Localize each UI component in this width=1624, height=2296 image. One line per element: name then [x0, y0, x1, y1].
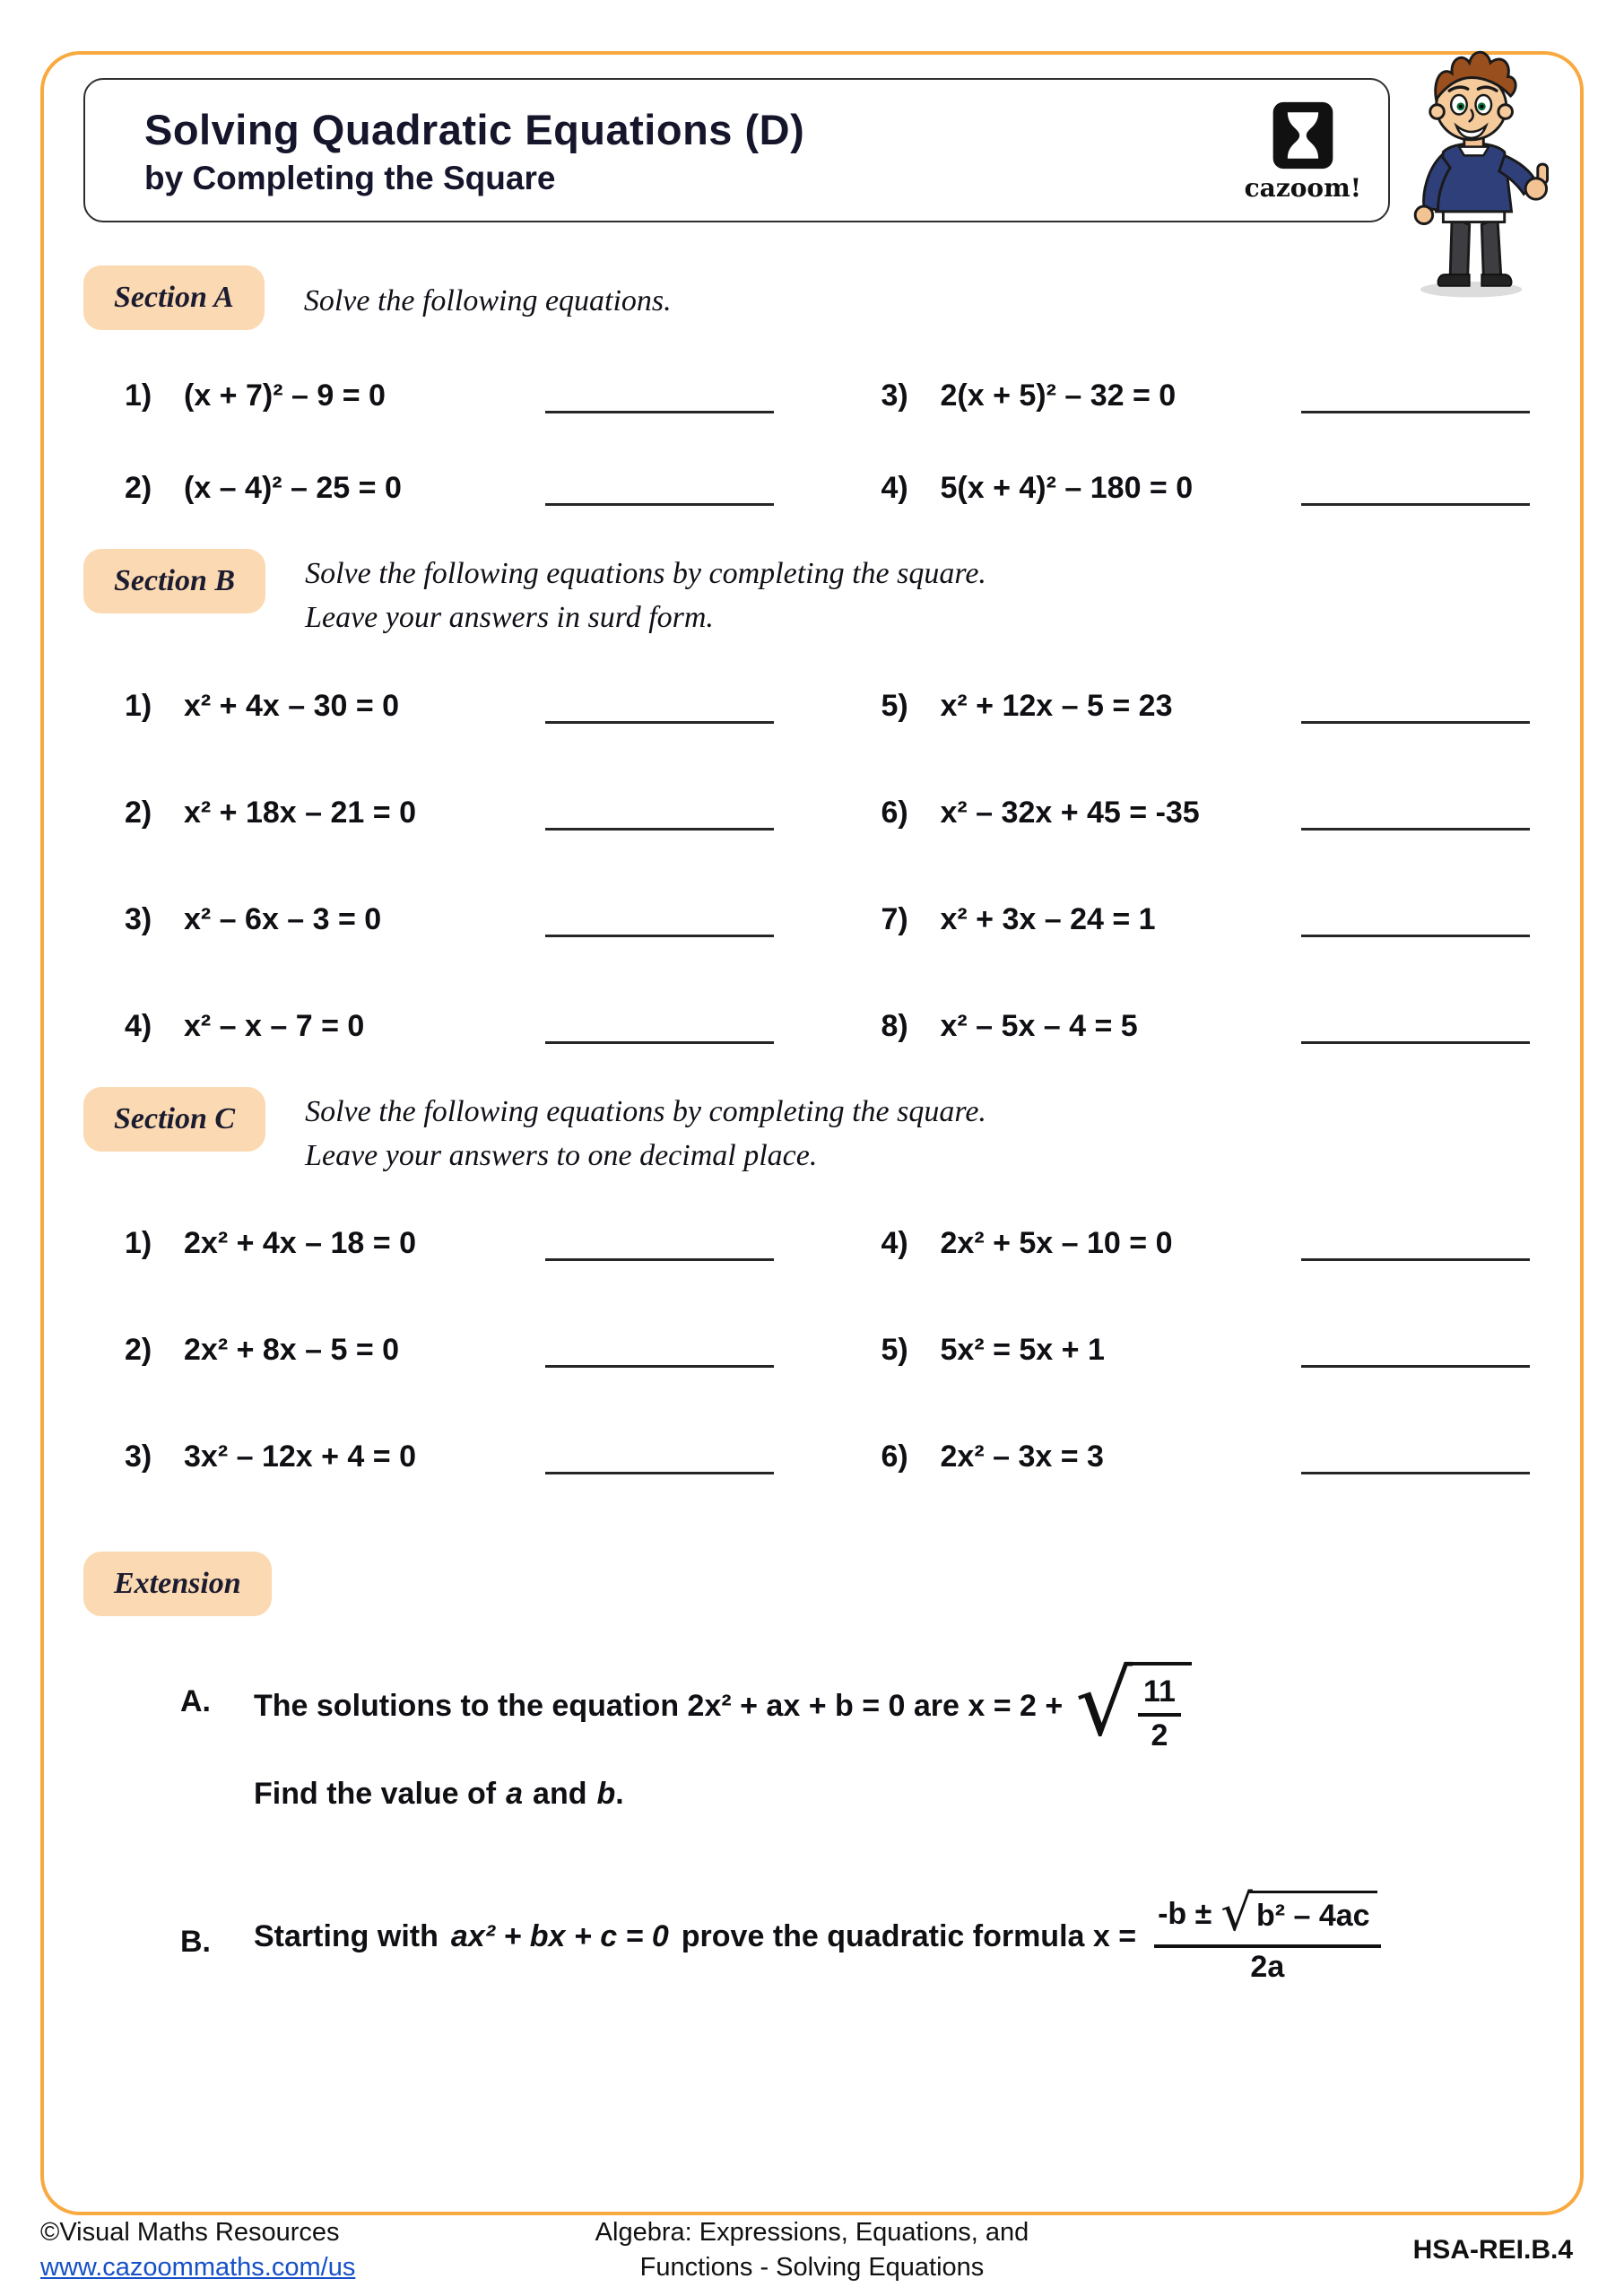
title-block — [144, 105, 804, 197]
section-c-instruction — [305, 1087, 986, 1178]
problem — [125, 1439, 774, 1474]
cazoom-logo-text: cazoom! — [1244, 173, 1361, 203]
answer-line — [545, 1361, 774, 1368]
answer-line — [545, 823, 774, 831]
problem-equation: (x – 4)² – 25 = 0 — [184, 471, 402, 505]
problem — [125, 689, 774, 724]
problem — [125, 471, 774, 506]
extension-a-line2-period: . — [615, 1777, 624, 1812]
answer-line — [1301, 499, 1530, 506]
extension-problem-b — [180, 1884, 1526, 1985]
problem-equation: x² + 18x – 21 = 0 — [184, 795, 416, 830]
section-a-problems — [125, 378, 1530, 506]
problem-equation: 5(x + 4)² – 180 = 0 — [940, 471, 1194, 505]
problem — [881, 796, 1531, 831]
answer-line — [545, 717, 774, 724]
square-root-expression — [1075, 1651, 1192, 1757]
extension-a-text: The solutions to the equation 2x² + ax + b = 0 are x = 2 + — [254, 1689, 1064, 1724]
problem — [881, 1226, 1531, 1261]
problem — [125, 1009, 774, 1044]
extension-a-line2-text2: and — [533, 1777, 587, 1812]
problem — [881, 902, 1531, 937]
extension-a-number: A. — [180, 1684, 211, 1719]
standard-code: HSA-REI.B.4 — [1412, 2234, 1573, 2265]
problem-number: 3) — [125, 901, 152, 936]
problem-equation: x² + 12x – 5 = 23 — [940, 688, 1173, 723]
variable-b: b — [596, 1777, 616, 1812]
section-a-badge: Section A — [83, 265, 265, 330]
problem-equation: 2x² + 5x – 10 = 0 — [940, 1226, 1173, 1261]
fraction — [1138, 1674, 1181, 1753]
cazoom-hourglass-icon — [1270, 100, 1336, 171]
section-c-header — [83, 1087, 1541, 1178]
cazoom-website-link[interactable]: www.cazoommaths.com/us — [40, 2252, 356, 2282]
section-c-instruction-line1: Solve the following equations by completing the square. — [305, 1094, 986, 1128]
section-c-badge: Section C — [83, 1087, 265, 1152]
section-b-instruction — [305, 549, 986, 640]
radicand — [1125, 1662, 1192, 1753]
page-footer — [40, 2215, 1584, 2285]
header — [83, 78, 1390, 222]
header-box — [83, 78, 1390, 222]
answer-line — [1301, 930, 1530, 937]
problem-equation: x² – 32x + 45 = -35 — [940, 795, 1200, 830]
footer-topic-line1: Algebra: Expressions, Equations, and — [595, 2217, 1029, 2247]
answer-line — [545, 1467, 774, 1474]
answer-line — [1301, 406, 1530, 413]
problem — [125, 1333, 774, 1368]
problem-equation: x² – 5x – 4 = 5 — [940, 1008, 1138, 1043]
variable-a: a — [506, 1777, 524, 1812]
problem-equation: x² + 4x – 30 = 0 — [184, 688, 400, 723]
extension-b-text-start: Starting with — [254, 1919, 439, 1954]
problem-equation: 3x² – 12x + 4 = 0 — [184, 1439, 416, 1474]
problem-equation: x² – x – 7 = 0 — [184, 1008, 365, 1043]
answer-line — [545, 1254, 774, 1261]
problem-number: 1) — [125, 688, 152, 723]
quadratic-formula-fraction — [1154, 1884, 1381, 1985]
section-b-instruction-line1: Solve the following equations by completing the square. — [305, 557, 986, 590]
answer-line — [545, 1037, 774, 1044]
footer-topic-line2: Functions - Solving Equations — [639, 2252, 985, 2282]
problem-number: 6) — [881, 795, 908, 830]
extension-header — [83, 1552, 1541, 1616]
fraction-numerator: 11 — [1142, 1674, 1176, 1709]
extension-a-line2-text1: Find the value of — [254, 1777, 497, 1812]
problem-number: 4) — [881, 471, 908, 505]
extension-b-equation: ax² + bx + c = 0 — [450, 1919, 669, 1954]
problem — [125, 1226, 774, 1261]
problem-equation: 2x² + 4x – 18 = 0 — [184, 1226, 416, 1261]
footer-left — [40, 2215, 595, 2285]
problem-number: 3) — [881, 378, 908, 413]
section-b-badge: Section B — [83, 549, 265, 613]
answer-line — [1301, 1254, 1530, 1261]
formula-numerator — [1154, 1884, 1381, 1944]
extension-a-line1 — [254, 1651, 1192, 1757]
answer-line — [1301, 823, 1530, 831]
extension-problem-a — [180, 1651, 1526, 1812]
answer-line — [545, 930, 774, 937]
section-a-header — [83, 265, 1541, 330]
section-b-header — [83, 549, 1541, 640]
problem — [125, 796, 774, 831]
extension-b-number: B. — [180, 1925, 211, 1960]
answer-line — [1301, 1037, 1530, 1044]
worksheet-page — [40, 51, 1584, 2215]
extension-a-line2 — [254, 1777, 1192, 1812]
problem — [881, 1333, 1531, 1368]
footer-center — [595, 2215, 1029, 2285]
problem-number: 3) — [125, 1439, 152, 1474]
extension-a-body — [254, 1651, 1192, 1812]
problem-number: 5) — [881, 1333, 908, 1368]
problem — [881, 471, 1531, 506]
problem-number: 1) — [125, 1226, 152, 1261]
copyright-text: ©Visual Maths Resources — [40, 2217, 340, 2247]
formula-denominator: 2a — [1154, 1944, 1381, 1985]
extension-b-line — [254, 1884, 1381, 1985]
problem-number: 8) — [881, 1008, 908, 1043]
mascot-boy-illustration — [1384, 35, 1568, 304]
problem-equation: 2x² – 3x = 3 — [940, 1439, 1104, 1474]
problem-number: 2) — [125, 1333, 152, 1368]
answer-line — [545, 406, 774, 413]
problem — [881, 1439, 1531, 1474]
page-subtitle: by Completing the Square — [144, 160, 556, 196]
formula-square-root — [1220, 1884, 1376, 1944]
problem — [881, 1009, 1531, 1044]
problem-equation: x² + 3x – 24 = 1 — [940, 901, 1156, 936]
radical-sign-icon: √ — [1075, 1651, 1133, 1757]
problem — [125, 378, 774, 413]
problem — [881, 378, 1531, 413]
answer-line — [1301, 1467, 1530, 1474]
problem-number: 7) — [881, 901, 908, 936]
problem-number: 5) — [881, 688, 908, 723]
section-c-problems — [125, 1226, 1530, 1474]
extension-badge: Extension — [83, 1552, 272, 1616]
problem-number: 4) — [125, 1008, 152, 1043]
problem-equation: (x + 7)² – 9 = 0 — [184, 378, 386, 413]
page-title: Solving Quadratic Equations (D) — [144, 106, 805, 153]
problem-number: 2) — [125, 795, 152, 830]
problem-number: 1) — [125, 378, 152, 413]
formula-radicand: b² – 4ac — [1247, 1891, 1377, 1934]
section-b-problems — [125, 689, 1530, 1044]
problem-equation: 5x² = 5x + 1 — [940, 1333, 1105, 1368]
problem-equation: 2x² + 8x – 5 = 0 — [184, 1333, 400, 1368]
radical-sign-icon: √ — [1220, 1884, 1253, 1944]
section-a-instruction: Solve the following equations. — [303, 284, 672, 317]
answer-line — [1301, 717, 1530, 724]
problem — [125, 902, 774, 937]
answer-line — [545, 499, 774, 506]
problem — [881, 689, 1531, 724]
problem-equation: x² – 6x – 3 = 0 — [184, 901, 382, 936]
cazoom-logo — [1245, 100, 1361, 203]
problem-equation: 2(x + 5)² – 32 = 0 — [940, 378, 1177, 413]
formula-numerator-prefix: -b ± — [1158, 1897, 1212, 1932]
problem-number: 6) — [881, 1439, 908, 1474]
fraction-denominator: 2 — [1138, 1713, 1181, 1753]
problem-number: 4) — [881, 1226, 908, 1261]
section-b-instruction-line2: Leave your answers in surd form. — [305, 601, 714, 635]
answer-line — [1301, 1361, 1530, 1368]
extension-b-text-mid: prove the quadratic formula x = — [681, 1919, 1137, 1954]
section-c-instruction-line2: Leave your answers to one decimal place. — [305, 1138, 818, 1172]
problem-number: 2) — [125, 471, 152, 505]
